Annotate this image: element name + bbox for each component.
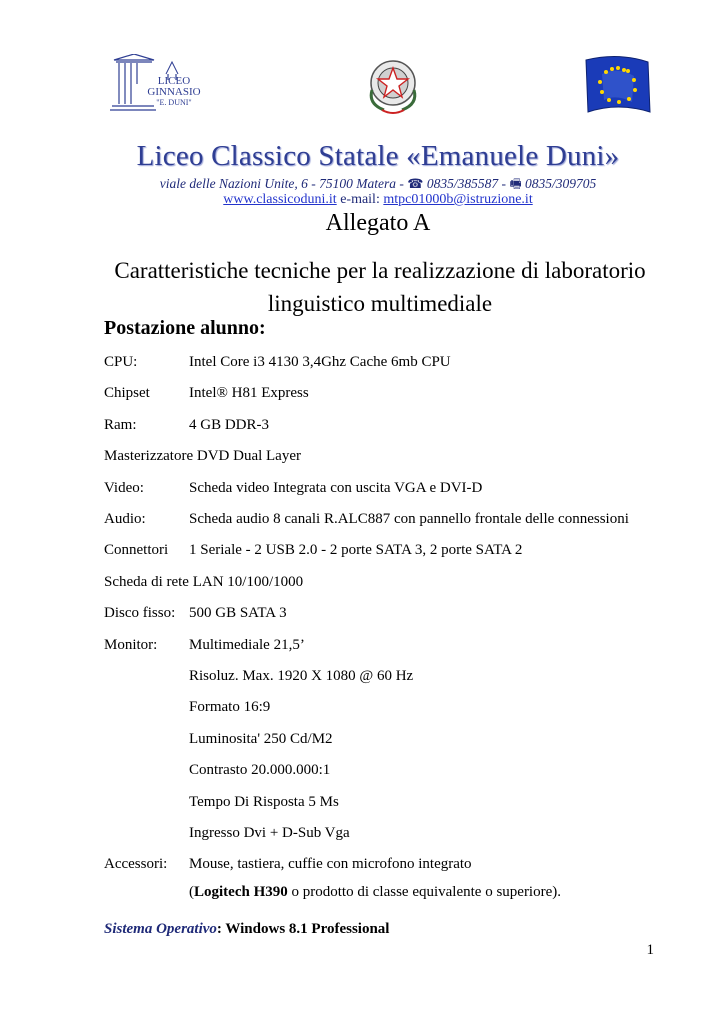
italian-republic-emblem xyxy=(364,54,422,116)
contact-line xyxy=(0,192,724,208)
os-value: Windows 8.1 Professional xyxy=(225,921,390,937)
website-link[interactable]: www.classicoduni.it xyxy=(223,192,337,207)
logo-line-1: LICEO xyxy=(157,75,191,87)
spec-label: Video: xyxy=(104,479,144,496)
spec-value: 4 GB DDR-3 xyxy=(189,416,270,433)
fax-icon: 🖷 xyxy=(509,176,522,191)
spec-value: Multimediale 21,5’ xyxy=(189,636,305,653)
spec-value: Formato 16:9 xyxy=(189,699,271,716)
spec-value: 500 GB SATA 3 xyxy=(189,605,287,622)
spec-value: Risoluz. Max. 1920 X 1080 @ 60 Hz xyxy=(189,668,414,684)
accessori-brand: Logitech H390 xyxy=(194,884,288,900)
spec-value: Intel® H81 Express xyxy=(189,385,309,402)
spec-label: Audio: xyxy=(104,511,146,527)
page-number: 1 xyxy=(646,942,654,958)
operating-system-line xyxy=(104,921,389,938)
spec-label: Accessori: xyxy=(104,856,168,873)
fax-number: 0835/309705 xyxy=(524,176,597,191)
section-heading: Postazione alunno: xyxy=(104,317,266,339)
spec-label: Connettori xyxy=(104,542,169,559)
email-link[interactable]: mtpc01000b@istruzione.it xyxy=(383,192,533,207)
accessori-note-rest: o prodotto di classe equivalente o superiore). xyxy=(287,884,562,900)
email-label: e-mail: xyxy=(340,192,380,207)
spec-label: Monitor: xyxy=(104,636,158,653)
accessori-note-open: ( xyxy=(189,884,194,900)
liceo-logo xyxy=(104,54,204,118)
spec-value: Scheda video Integrata con uscita VGA e DVI-D xyxy=(189,479,483,496)
spec-value: Luminosita' 250 Cd/M2 xyxy=(189,730,333,747)
spec-value: Contrasto 20.000.000:1 xyxy=(189,762,331,779)
school-name: Liceo Classico Statale «Emanuele Duni» xyxy=(136,140,620,172)
phone-icon: ☎ xyxy=(407,176,424,191)
spec-label: Scheda di rete LAN 10/100/1000 xyxy=(104,573,304,590)
spec-value: Ingresso Dvi + D-Sub Vga xyxy=(189,825,350,841)
spec-value: Mouse, tastiera, cuffie con microfono integrato xyxy=(189,856,472,873)
spec-value: 1 Seriale - 2 USB 2.0 - 2 porte SATA 3, 2 porte SATA 2 xyxy=(189,542,523,559)
os-label: Sistema Operativo xyxy=(104,921,217,937)
spec-label: Masterizzatore DVD Dual Layer xyxy=(104,448,301,465)
document-title: Allegato A xyxy=(325,210,431,236)
spec-label: Disco fisso: xyxy=(104,605,176,622)
address-text: viale delle Nazioni Unite, 6 - 75100 Matera - xyxy=(159,176,404,191)
spec-label: Ram: xyxy=(104,416,137,433)
logo-line-2: GINNASIO xyxy=(147,86,201,98)
eu-flag-icon xyxy=(582,54,654,118)
logo-line-3: "E. DUNI" xyxy=(156,98,192,107)
os-separator: : xyxy=(216,921,226,937)
spec-value: Tempo Di Risposta 5 Ms xyxy=(189,793,339,810)
phone-number: 0835/385587 - xyxy=(426,176,506,191)
spec-label: Chipset xyxy=(104,385,150,402)
document-subtitle: Caratteristiche tecniche per la realizzazione di laboratorio linguistico multimediale xyxy=(114,258,646,316)
spec-value: Intel Core i3 4130 3,4Ghz Cache 6mb CPU xyxy=(189,354,451,370)
spec-value: Scheda audio 8 canali R.ALC887 con pannello frontale delle connessioni xyxy=(189,511,629,527)
spec-label: CPU: xyxy=(104,354,138,370)
